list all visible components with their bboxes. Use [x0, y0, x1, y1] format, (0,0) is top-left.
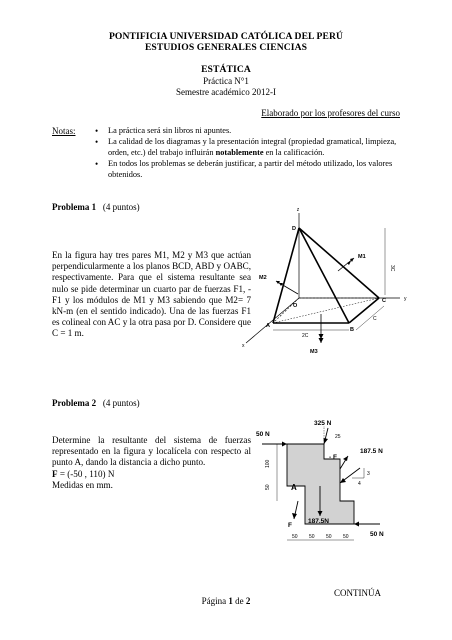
force-negf: - F — [329, 454, 337, 461]
y-label: y — [404, 296, 407, 302]
edge-dc — [299, 228, 379, 298]
arrowhead — [343, 456, 348, 461]
vertex-b: B — [350, 327, 354, 333]
m2-label: M2 — [259, 275, 267, 281]
angle-25: 25 — [335, 434, 341, 440]
force-187-right: 187.5 N — [360, 448, 383, 455]
force-value: = (-50 , 110) N — [57, 468, 115, 479]
problem2-figure — [252, 416, 412, 546]
notes-label: Notas: — [52, 126, 76, 136]
page-total: 2 — [245, 596, 251, 606]
dim-50-left: 50 — [265, 484, 271, 490]
x-label: x — [242, 343, 245, 349]
vertex-c: C — [382, 298, 386, 304]
problem1-heading — [52, 202, 140, 212]
problem1-figure — [232, 203, 412, 355]
vertex-o: O — [293, 303, 298, 309]
x-axis — [246, 298, 299, 343]
edge-db — [299, 228, 349, 323]
notes-list — [94, 126, 406, 181]
arrowhead — [282, 442, 287, 447]
course-title: ESTÁTICA — [201, 64, 251, 75]
note-text: en la calificación. — [263, 147, 325, 157]
point-a: A — [291, 483, 297, 492]
problem2-points: (4 puntos) — [102, 398, 140, 408]
note-item — [94, 137, 406, 158]
vertex-a: A — [266, 323, 270, 329]
note-item — [94, 126, 406, 136]
note-text: La práctica será sin libros ni apuntes. — [108, 126, 232, 135]
problem1-points: (4 puntos) — [102, 202, 140, 212]
dim-bottom: 50 — [309, 534, 315, 540]
semester: Semestre académico 2012-I — [176, 87, 276, 97]
m1-label: M1 — [358, 254, 366, 260]
page-of: de — [232, 596, 246, 606]
practice-number: Práctica N°1 — [203, 76, 249, 86]
m3-label: M3 — [310, 349, 318, 355]
problem2-heading — [52, 398, 140, 408]
dim-height: 3C — [389, 265, 395, 272]
dim-100: 100 — [265, 459, 271, 468]
problem2-statement — [52, 435, 251, 491]
problem2-title: Problema 2 — [52, 398, 97, 408]
m2-arrow — [276, 281, 298, 294]
problem1-title: Problema 1 — [52, 202, 97, 212]
note-item — [94, 159, 406, 180]
dim-line-side — [356, 306, 384, 330]
force-187-bottom: 187.5N — [308, 518, 329, 525]
dim-bottom: 50 — [343, 534, 349, 540]
dim-bottom: 50 — [292, 534, 298, 540]
vertex-d: D — [292, 226, 296, 232]
force-symbol: F — [52, 468, 58, 479]
problem2-text: Determine la resultante del sistema de fuerzas representado en la figura y localícela con respecto al punto A, dando la distancia a dicho punto. — [52, 435, 251, 468]
continue-label: CONTINÚA — [334, 588, 381, 598]
force-50n-bottom: 50 N — [370, 531, 384, 538]
note-text: En todos los problemas se deberán justificar, a partir del método utilizado, los valores obtenidos. — [108, 159, 393, 179]
dim-bottom: 50 — [326, 534, 332, 540]
force-f: F — [288, 522, 292, 529]
page-prefix: Página — [201, 596, 229, 606]
z-label: z — [296, 207, 300, 213]
authors-line: Elaborado por los profesores del curso — [261, 108, 400, 118]
force-325n: 325 N — [314, 420, 332, 427]
dim-base: 2C — [302, 333, 309, 339]
slope-4: 4 — [358, 481, 361, 487]
arrowhead — [354, 522, 359, 527]
arrowhead — [292, 513, 297, 519]
slope-3: 3 — [367, 471, 370, 477]
dim-side: C — [373, 316, 377, 322]
note-text: La calidad de los diagramas y la presentación integral (propiedad gramatical, limpieza, orden, etc.) del trabajo influirán — [108, 137, 397, 157]
page-current: 1 — [228, 596, 233, 606]
university-title: PONTIFICIA UNIVERSIDAD CATÓLICA DEL PERÚ — [108, 31, 344, 42]
force-given — [52, 469, 251, 480]
page-number — [0, 596, 452, 606]
note-emphasis: notablemente — [215, 147, 264, 157]
units-note: Medidas en mm. — [52, 479, 113, 490]
faculty-title: ESTUDIOS GENERALES CIENCIAS — [144, 42, 308, 53]
force-50n-top: 50 N — [256, 431, 270, 438]
problem1-statement: En la figura hay tres pares M1, M2 y M3 que actúan perpendicularmente a los planos BCD, ABD y OABC, respectivamente. Para que el sistema resultante sea nulo se pide determinar un cuarto par de fuerzas F1, -F1 y los módulos de M1 y M3 sabiendo que M2= 7 kN-m (en el sentido indicado). Una de las fuerzas F1 es colineal con AC y la otra pasa por D. Considere que C = 1 m. — [52, 250, 251, 339]
